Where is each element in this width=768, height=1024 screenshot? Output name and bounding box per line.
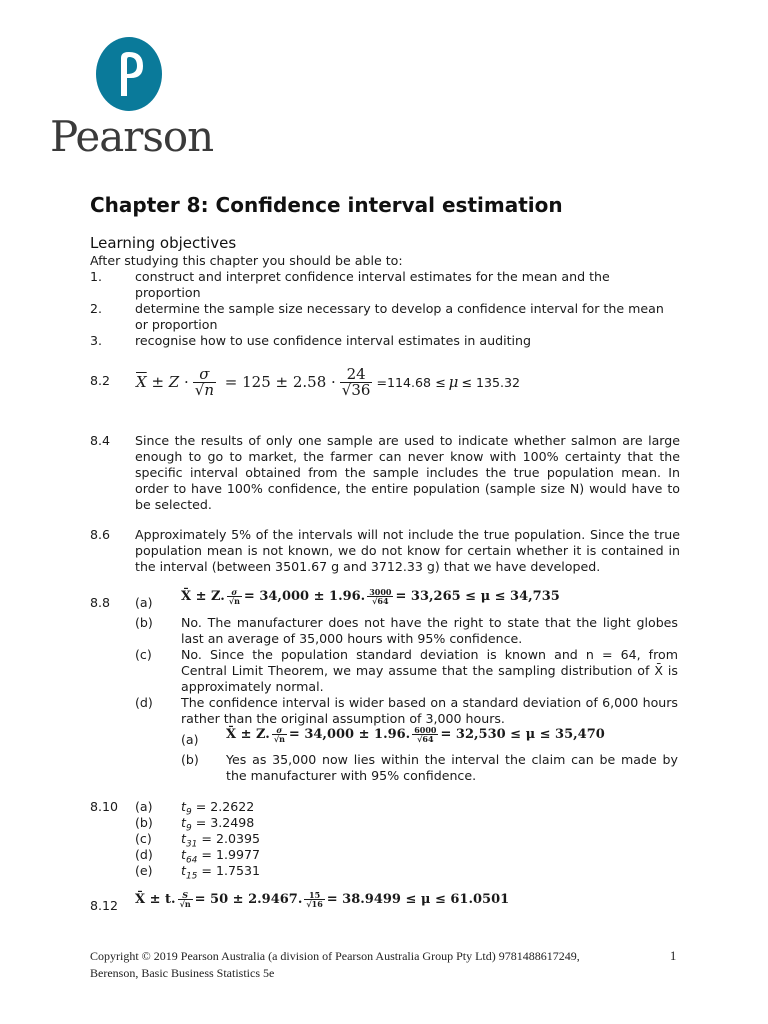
- formula-upper: ≤ 135.32: [461, 374, 521, 390]
- formula-fraction: $\frac{\sigma}{√n}$: [273, 725, 285, 744]
- footer-line: Berenson, Basic Business Statistics 5e: [90, 966, 275, 980]
- formula-part: X̄ ± t.: [135, 892, 176, 907]
- part-label: (d): [135, 847, 153, 862]
- objective-line: proportion: [135, 285, 201, 300]
- formula-part: = 125 ± 2.58 ·: [220, 373, 336, 391]
- exercise-number: 8.2: [90, 373, 111, 388]
- exercise-text: Since the results of only one sample are used to indicate whether salmon are large enough to go to market, the farmer can never know with 100% certainty that the specific interval obtained from the sample includes the true population mean. In order to have 100% confidence, the entire population (sample size N) would have to be selected.: [135, 433, 680, 512]
- part-text: No. Since the population standard deviation is known and n = 64, from Central Limit Theorem, we may assume that the sampling distribution of X̄ is approximately normal.: [181, 647, 678, 694]
- part-label: (a): [135, 595, 153, 610]
- subpart-label: (b): [181, 752, 199, 767]
- formula-fraction: $\frac{15}{√16}$: [306, 890, 323, 909]
- formula-part: X̄ ± Z.: [181, 589, 225, 604]
- formula-part: $\overline{X} \pm Z$ ·: [136, 373, 189, 391]
- footer-line: Copyright © 2019 Pearson Australia (a division of Pearson Australia Group Pty Ltd) 9781488617249,: [90, 949, 580, 963]
- formula-part: = 32,530 ≤ μ ≤ 35,470: [440, 727, 605, 742]
- t-value: $t_{64} = 1.9977$: [181, 847, 261, 866]
- objective-line: construct and interpret confidence interval estimates for the mean and the: [135, 269, 610, 284]
- exercise-number: 8.4: [90, 433, 111, 448]
- copyright-footer: [90, 948, 610, 982]
- formula-result: =114.68 ≤: [376, 374, 446, 390]
- mu-symbol: μ: [448, 373, 459, 391]
- formula-part: = 34,000 ± 1.96.: [243, 589, 366, 604]
- t-value: $t_9 = 3.2498$: [181, 815, 255, 834]
- formula-fraction: $\frac{\sigma}{√n}$: [194, 364, 215, 399]
- t-value: $t_{15} = 1.7531$: [181, 863, 261, 882]
- part-label: (c): [135, 831, 152, 846]
- formula-8-12: [135, 891, 509, 908]
- subpart-label: (a): [181, 732, 199, 747]
- part-label: (e): [135, 863, 153, 878]
- formula-8-8da: [226, 726, 605, 743]
- chapter-title: Chapter 8: Confidence interval estimation: [90, 193, 563, 217]
- page-number: 1: [670, 949, 677, 963]
- pearson-logo: [50, 36, 220, 166]
- formula-fraction: $\frac{S}{√n}$: [179, 890, 191, 909]
- exercise-number: 8.10: [90, 799, 119, 814]
- formula-fraction: $\frac{24}{√36}$: [341, 364, 371, 399]
- objectives-heading: Learning objectives: [90, 234, 237, 252]
- objective-number: 2.: [90, 301, 103, 316]
- formula-fraction: $\frac{\sigma}{√n}$: [228, 587, 240, 606]
- exercise-number: 8.12: [90, 898, 119, 913]
- part-label: (c): [135, 647, 152, 662]
- formula-fraction: $\frac{6000}{√64}$: [414, 725, 437, 744]
- formula-8-8a: [181, 588, 560, 605]
- objectives-intro: After studying this chapter you should be able to:: [90, 253, 403, 268]
- formula-part: = 50 ± 2.9467.: [194, 892, 303, 907]
- exercise-text: Approximately 5% of the intervals will not include the true population. Since the true population mean is not known, we do not know for certain whether it is contained in the interval (between 3501.67 g and 3712.33 g) that we have developed.: [135, 527, 680, 574]
- formula-part: = 38.9499 ≤ μ ≤ 61.0501: [326, 892, 510, 907]
- t-value: $t_9 = 2.2622$: [181, 799, 255, 818]
- t-value: $t_{31} = 2.0395$: [181, 831, 261, 850]
- part-label: (a): [135, 799, 153, 814]
- pearson-wordmark: Pearson: [50, 112, 214, 161]
- formula-part: = 34,000 ± 1.96.: [288, 727, 411, 742]
- part-label: (d): [135, 695, 153, 710]
- objective-number: 1.: [90, 269, 103, 284]
- exercise-number: 8.8: [90, 595, 111, 610]
- part-text: The confidence interval is wider based on a standard deviation of 6,000 hours rather than the original assumption of 3,000 hours.: [181, 695, 678, 726]
- formula-part: X̄ ± Z.: [226, 727, 270, 742]
- formula-8-2: [136, 358, 520, 406]
- objective-line: determine the sample size necessary to develop a confidence interval for the mean: [135, 301, 664, 316]
- formula-part: = 33,265 ≤ μ ≤ 34,735: [395, 589, 560, 604]
- subpart-text: Yes as 35,000 now lies within the interval the claim can be made by the manufacturer with 95% confidence.: [226, 752, 678, 783]
- objective-text: [135, 269, 680, 301]
- objective-text: recognise how to use confidence interval estimates in auditing: [135, 333, 532, 348]
- objective-number: 3.: [90, 333, 103, 348]
- objective-line: or proportion: [135, 317, 218, 332]
- part-text: No. The manufacturer does not have the right to state that the light globes last an average of 35,000 hours with 95% confidence.: [181, 615, 678, 646]
- exercise-number: 8.6: [90, 527, 111, 542]
- part-label: (b): [135, 815, 153, 830]
- pearson-p-logo-icon: [95, 36, 163, 112]
- objective-text: [135, 301, 680, 333]
- part-label: (b): [135, 615, 153, 630]
- formula-fraction: $\frac{3000}{√64}$: [369, 587, 392, 606]
